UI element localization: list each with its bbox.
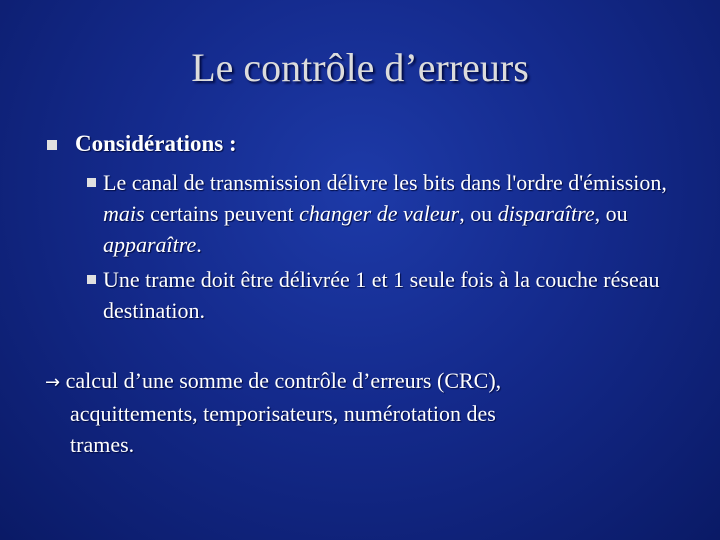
slide-title: Le contrôle d’erreurs xyxy=(191,45,529,90)
sub-bullet-square-icon xyxy=(87,178,96,187)
body-text: . xyxy=(196,232,202,257)
body-text: , ou xyxy=(459,201,498,226)
sub-bullet-square-icon xyxy=(87,275,96,284)
main-bullet-text: Considérations : xyxy=(75,131,237,156)
sub-bullet-1 xyxy=(103,167,678,260)
conclusion-line-2: acquittements, temporisateurs, numérotation des xyxy=(70,401,496,426)
sub-bullet-2 xyxy=(103,264,678,326)
conclusion-text xyxy=(45,365,665,460)
body-text: Une trame doit être délivrée 1 et 1 seule fois à la couche réseau destination. xyxy=(103,267,660,323)
emphasis-text: mais xyxy=(103,201,145,226)
body-text: certains peuvent xyxy=(144,201,300,226)
bullet-square-icon xyxy=(47,140,57,150)
body-text: , ou xyxy=(594,201,628,226)
emphasis-text: changer de valeur xyxy=(299,201,460,226)
conclusion-line-3: trames. xyxy=(70,432,135,457)
emphasis-text: apparaître xyxy=(103,232,197,257)
emphasis-text: disparaître xyxy=(497,201,595,226)
conclusion-line-1: calcul d’une somme de contrôle d’erreurs (CRC), xyxy=(65,368,502,393)
arrow-icon: → xyxy=(45,372,61,393)
body-text: Le canal de transmission délivre les bits dans l'ordre d'émission, xyxy=(103,170,667,195)
